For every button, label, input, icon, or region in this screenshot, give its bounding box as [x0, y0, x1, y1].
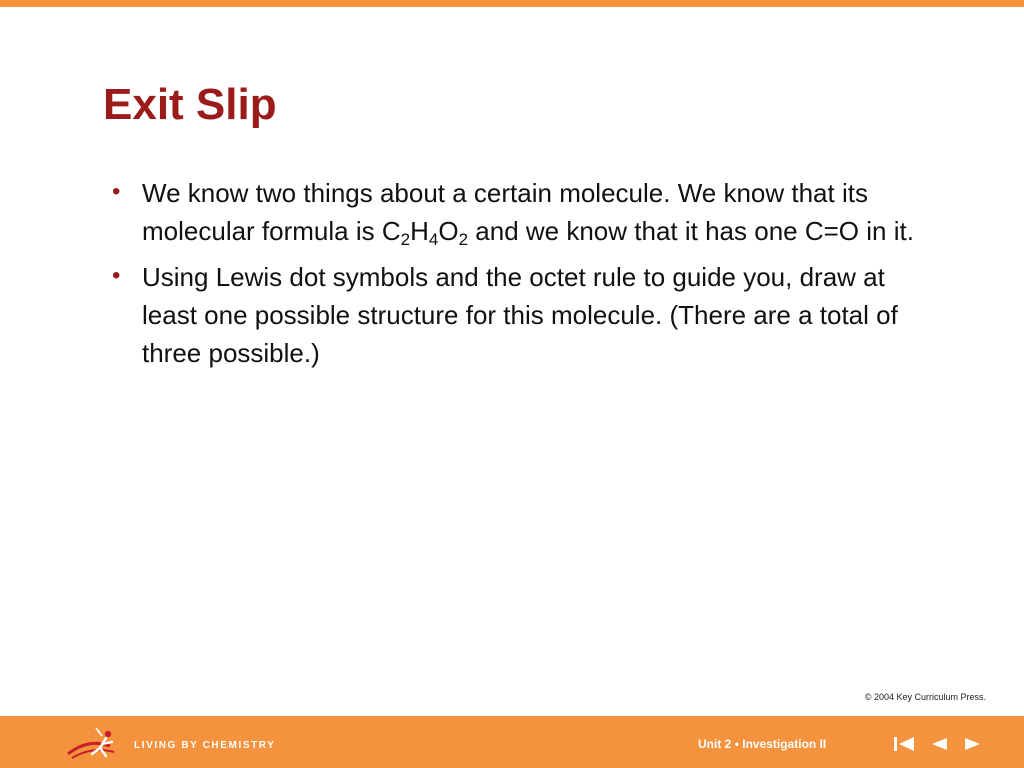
top-accent-bar — [0, 0, 1024, 7]
bullet-list — [112, 174, 932, 380]
copyright-text: © 2004 Key Curriculum Press. — [864, 692, 986, 702]
footer-section-label: Unit 2 • Investigation II — [698, 737, 827, 751]
bullet-text: Using Lewis dot symbols and the octet rule to guide you, draw at least one possible structure for this molecule. (There are a total of three possible.) — [142, 262, 898, 368]
living-by-chemistry-logo-icon — [66, 724, 130, 762]
bullet-item — [112, 258, 932, 372]
slide-title: Exit Slip — [103, 80, 277, 129]
bullet-marker: • — [112, 178, 121, 205]
next-triangle-icon[interactable] — [964, 735, 982, 753]
previous-triangle-icon[interactable] — [930, 735, 948, 753]
skip-to-first-icon[interactable] — [893, 735, 915, 753]
brand-wordmark: LIVING BY CHEMISTRY — [134, 740, 276, 751]
bullet-marker: • — [112, 262, 121, 289]
bullet-text: We know two things about a certain molecule. We know that its molecular formula is $C_2H_4O_2$ and we know that it has one C=O in it. — [142, 178, 914, 249]
bullet-item — [112, 174, 932, 250]
